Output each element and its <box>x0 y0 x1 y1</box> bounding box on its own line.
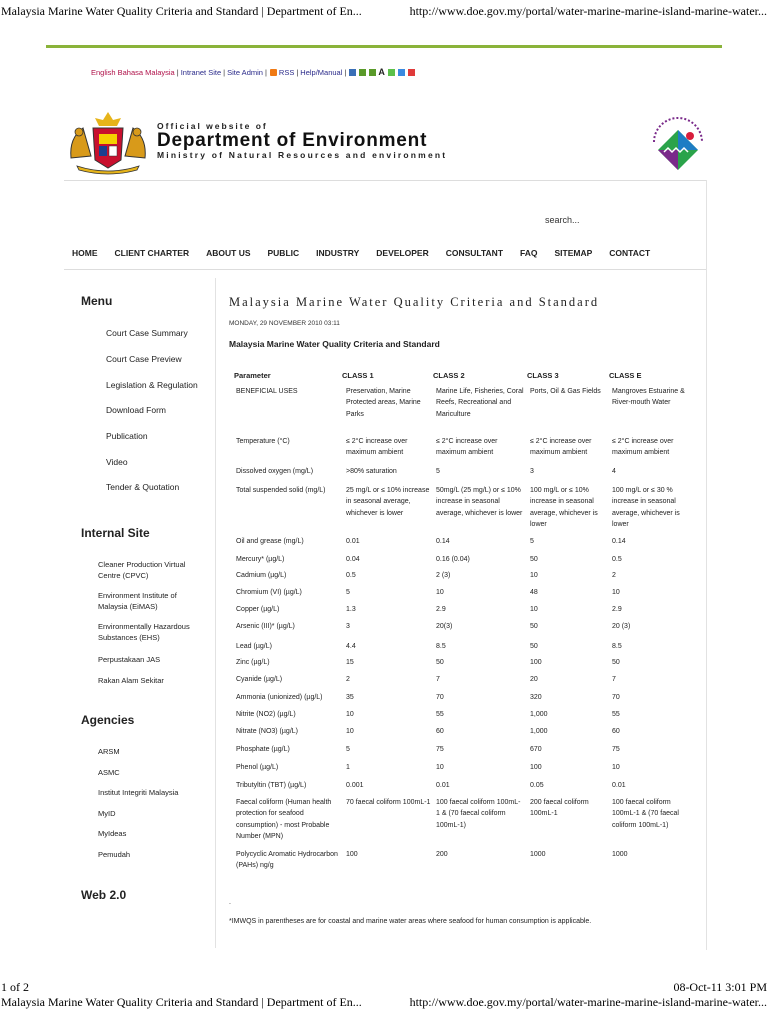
main-nav <box>72 248 667 258</box>
agencies-heading: Agencies <box>81 713 135 727</box>
table-cell-value: 2 <box>346 676 350 683</box>
table-cell-value: Marine Life, Fisheries, Coral Reefs, Recreational and Mariculture <box>436 388 524 418</box>
sidebar-item-perpustakaan[interactable]: Perpustakaan JAS <box>98 655 161 664</box>
table-cell-value: 1.3 <box>346 606 356 613</box>
table-cell-value: 670 <box>530 746 542 753</box>
table-cell-parameter: Total suspended solid (mg/L) <box>236 487 326 494</box>
internal-site-heading: Internal Site <box>81 526 150 540</box>
right-border <box>706 180 707 950</box>
sidebar-item-arsm[interactable]: ARSM <box>98 747 120 756</box>
rss-link[interactable]: RSS <box>278 67 295 77</box>
sidebar-item-rakan-alam[interactable]: Rakan Alam Sekitar <box>98 676 164 685</box>
sidebar-item-publication[interactable]: Publication <box>106 431 148 441</box>
table-cell-value: Mangroves Estuarine & River-mouth Water <box>612 388 685 407</box>
print-header-title: Malaysia Marine Water Quality Criteria and Standard | Department of En... <box>1 4 362 18</box>
table-cell-value: 20 (3) <box>612 623 631 630</box>
department-title: Department of Environment <box>157 130 428 151</box>
table-cell-value: 0.14 <box>436 538 450 545</box>
table-cell-value: ≤ 2°C increase over maximum ambient <box>530 438 592 457</box>
nav-industry[interactable]: INDUSTRY <box>316 248 360 258</box>
table-cell-value: 2 <box>612 572 616 579</box>
table-cell-value: 70 <box>436 694 444 701</box>
table-cell-value: Ports, Oil & Gas Fields <box>530 388 601 395</box>
table-cell-value: 15 <box>346 659 354 666</box>
table-cell-value: 10 <box>436 764 444 771</box>
sidebar-item-cpvc[interactable]: Cleaner Production Virtual Centre (CPVC) <box>98 560 186 580</box>
table-cell-value: 100 <box>346 851 358 858</box>
table-cell-parameter: Mercury* (µg/L) <box>236 556 285 563</box>
table-cell-value: 1,000 <box>530 728 548 735</box>
nav-developer[interactable]: DEVELOPER <box>376 248 429 258</box>
department-title-block <box>157 121 447 160</box>
table-cell-value: ≤ 2°C increase over maximum ambient <box>346 438 408 457</box>
table-cell-value: 0.5 <box>346 572 356 579</box>
table-cell-value: 55 <box>436 711 444 718</box>
sidebar <box>66 278 216 948</box>
sidebar-item-pemudah[interactable]: Pemudah <box>98 850 131 859</box>
article-title: Malaysia Marine Water Quality Criteria and Standard <box>229 295 600 309</box>
table-cell-value: 35 <box>346 694 354 701</box>
table-cell-parameter: Dissolved oxygen (mg/L) <box>236 468 314 475</box>
ministry-label: Ministry of Natural Resources and environment <box>157 150 448 160</box>
table-cell-value: 50 <box>530 623 538 630</box>
nav-contact[interactable]: CONTACT <box>609 248 651 258</box>
table-header-class3: CLASS 3 <box>527 371 559 380</box>
table-cell-value: 100 faecal coliform 100mL-1 & (70 faecal coliform 100mL-1) <box>436 799 521 829</box>
table-cell-value: 100 <box>530 764 542 771</box>
table-cell-value: 0.01 <box>346 538 360 545</box>
article-date: MONDAY, 29 NOVEMBER 2010 03:11 <box>229 320 340 327</box>
table-cell-value: 50 <box>530 556 538 563</box>
table-cell-parameter: Phenol (µg/L) <box>236 764 279 771</box>
rss-icon[interactable] <box>270 69 277 76</box>
table-cell-parameter: Ammonia (unionized) (µg/L) <box>236 694 323 701</box>
font-reset-button[interactable]: A <box>378 67 385 77</box>
table-cell-value: 20(3) <box>436 623 453 630</box>
nav-about-us[interactable]: ABOUT US <box>206 248 251 258</box>
table-cell-value: 5 <box>346 746 350 753</box>
table-cell-value: 70 faecal coliform 100mL-1 <box>346 799 431 806</box>
table-cell-value: 100 <box>530 659 542 666</box>
nav-home[interactable]: HOME <box>72 248 98 258</box>
table-cell-value: >80% saturation <box>346 468 397 475</box>
table-cell-parameter: Nitrate (NO3) (µg/L) <box>236 728 298 735</box>
jabatan-alam-sekitar-logo <box>646 112 710 176</box>
table-cell-value: 320 <box>530 694 542 701</box>
nav-sitemap[interactable]: SITEMAP <box>554 248 593 258</box>
table-cell-value: 8.5 <box>436 643 446 650</box>
table-cell-value: 0.5 <box>612 556 622 563</box>
print-footer-page: 1 of 2 <box>1 980 29 994</box>
table-cell-parameter: Oil and grease (mg/L) <box>236 538 304 545</box>
table-cell-value: 1,000 <box>530 711 548 718</box>
table-header-class2: CLASS 2 <box>433 371 465 380</box>
table-cell-value: 0.01 <box>436 782 450 789</box>
theme-red-icon[interactable] <box>408 69 415 76</box>
print-footer-url: http://www.doe.gov.my/portal/water-marine-marine-island-marine-water... <box>409 995 767 1009</box>
table-header-classe: CLASS E <box>609 371 642 380</box>
table-cell-value: 70 <box>612 694 620 701</box>
table-cell-value: 60 <box>436 728 444 735</box>
table-header-class1: CLASS 1 <box>342 371 374 380</box>
table-cell-parameter: Cyanide (µg/L) <box>236 676 283 683</box>
table-cell-value: 48 <box>530 589 538 596</box>
english-link[interactable]: English <box>91 67 116 77</box>
table-cell-parameter: Chromium (VI) (µg/L) <box>236 589 302 596</box>
table-header-parameter: Parameter <box>234 371 271 380</box>
table-cell-value: 10 <box>346 728 354 735</box>
nav-client-charter[interactable]: CLIENT CHARTER <box>114 248 190 258</box>
table-cell-parameter: Zinc (µg/L) <box>236 659 270 666</box>
table-cell-value: 50 <box>436 659 444 666</box>
table-cell-value: 50 <box>612 659 620 666</box>
table-cell-value: 3 <box>346 623 350 630</box>
table-cell-value: 50mg/L (25 mg/L) or ≤ 10% increase in seasonal average, whichever is lower <box>436 487 523 517</box>
table-cell-value: ≤ 2°C increase over maximum ambient <box>612 438 674 457</box>
sidebar-item-download-form[interactable]: Download Form <box>106 405 166 415</box>
article-footnote: *IMWQS in parentheses are for coastal and marine water areas where seafood for human consumption is applicable. <box>229 918 592 925</box>
print-footer-datetime: 08-Oct-11 3:01 PM <box>673 980 767 994</box>
table-cell-value: 0.14 <box>612 538 626 545</box>
accessibility-icon[interactable] <box>349 69 356 76</box>
sidebar-item-integriti[interactable]: Institut Integriti Malaysia <box>98 788 179 797</box>
table-cell-value: 5 <box>346 589 350 596</box>
table-cell-value: 5 <box>530 538 534 545</box>
nav-faq[interactable]: FAQ <box>520 248 538 258</box>
footnote-marker: . <box>229 899 231 906</box>
table-cell-value: 0.001 <box>346 782 364 789</box>
table-cell-parameter: Cadmium (µg/L) <box>236 572 287 579</box>
table-cell-value: 100 mg/L or ≤ 30 % increase in seasonal average, whichever is lower <box>612 487 680 529</box>
top-divider <box>46 45 722 48</box>
table-cell-value: 20 <box>530 676 538 683</box>
sidebar-item-asmc[interactable]: ASMC <box>98 768 120 777</box>
table-cell-value: 7 <box>436 676 440 683</box>
intranet-link[interactable]: Intranet Site <box>180 67 222 77</box>
print-footer-title: Malaysia Marine Water Quality Criteria and Standard | Department of En... <box>1 995 362 1009</box>
theme-blue-icon[interactable] <box>398 69 405 76</box>
table-cell-value: 2 (3) <box>436 572 451 579</box>
table-cell-parameter: BENEFICIAL USES <box>236 388 298 395</box>
table-cell-value: 1000 <box>530 851 546 858</box>
table-cell-value: 25 mg/L or ≤ 10% increase in seasonal average, whichever is lower <box>346 487 430 517</box>
table-cell-value: 1000 <box>612 851 628 858</box>
table-cell-value: 2.9 <box>436 606 446 613</box>
table-cell-value: 4.4 <box>346 643 356 650</box>
table-cell-value: 75 <box>436 746 444 753</box>
sidebar-item-tender-quotation[interactable]: Tender & Quotation <box>106 482 180 492</box>
table-cell-value: 200 faecal coliform 100mL-1 <box>530 799 589 818</box>
table-cell-value: 10 <box>346 711 354 718</box>
sidebar-item-myideas[interactable]: MyIdeas <box>98 829 127 838</box>
table-cell-parameter: Lead (µg/L) <box>236 643 272 650</box>
article-subtitle: Malaysia Marine Water Quality Criteria and Standard <box>229 339 440 349</box>
table-cell-value: 4 <box>612 468 616 475</box>
nav-consultant[interactable]: CONSULTANT <box>445 248 504 258</box>
site-admin-link[interactable]: Site Admin <box>227 67 263 77</box>
font-increase-icon[interactable] <box>369 69 376 76</box>
table-cell-value: 60 <box>612 728 620 735</box>
table-cell-value: ≤ 2°C increase over maximum ambient <box>436 438 498 457</box>
table-cell-value: 100 faecal coliform 100mL-1 & (70 faecal coliform 100mL-1) <box>612 799 679 829</box>
table-cell-value: 0.05 <box>530 782 544 789</box>
table-cell-parameter: Temperature (°C) <box>236 438 290 445</box>
table-cell-value: 5 <box>436 468 440 475</box>
sidebar-item-myid[interactable]: MyID <box>98 809 116 818</box>
table-cell-value: 55 <box>612 711 620 718</box>
table-cell-value: 3 <box>530 468 534 475</box>
table-cell-value: 8.5 <box>612 643 622 650</box>
table-cell-parameter: Tributyltin (TBT) (µg/L) <box>236 782 307 789</box>
table-cell-parameter: Nitrite (NO2) (µg/L) <box>236 711 296 718</box>
table-cell-parameter: Faecal coliform (Human health protection for seafood consumption) - most Probable Number (MPN) <box>236 799 332 841</box>
table-cell-value: 200 <box>436 851 448 858</box>
table-cell-value: 10 <box>612 764 620 771</box>
table-cell-parameter: Copper (µg/L) <box>236 606 280 613</box>
malaysia-crest-logo <box>63 108 153 176</box>
table-cell-parameter: Phosphate (µg/L) <box>236 746 290 753</box>
sidebar-item-court-case-summary[interactable]: Court Case Summary <box>106 328 188 338</box>
table-cell-value: 10 <box>436 589 444 596</box>
table-cell-value: 10 <box>530 606 538 613</box>
theme-green-icon[interactable] <box>388 69 395 76</box>
sidebar-item-ehs[interactable]: Environmentally Hazardous Substances (EHS) <box>98 622 190 642</box>
table-cell-value: 50 <box>530 643 538 650</box>
table-cell-value: 75 <box>612 746 620 753</box>
sidebar-item-court-case-preview[interactable]: Court Case Preview <box>106 354 182 364</box>
print-header-url: http://www.doe.gov.my/portal/water-marine-marine-island-marine-water... <box>409 4 767 18</box>
table-cell-value: 0.01 <box>612 782 626 789</box>
table-cell-value: 10 <box>612 589 620 596</box>
table-cell-value: 7 <box>612 676 616 683</box>
sidebar-item-eimas[interactable]: Environment Institute of Malaysia (EiMAS) <box>98 591 177 611</box>
table-cell-value: Preservation, Marine Protected areas, Marine Parks <box>346 388 421 418</box>
table-cell-value: 0.16 (0.04) <box>436 556 470 563</box>
web20-heading: Web 2.0 <box>81 888 127 902</box>
sidebar-item-legislation[interactable]: Legislation & Regulation <box>106 380 198 390</box>
table-cell-value: 0.04 <box>346 556 360 563</box>
official-website-label: Official website of <box>157 121 268 131</box>
utility-bar: English Bahasa Malaysia | Intranet Site | Site Admin | RSS | Help/Manual | A <box>91 67 415 77</box>
sidebar-item-video[interactable]: Video <box>106 457 128 467</box>
help-link[interactable]: Help/Manual <box>300 67 343 77</box>
table-cell-parameter: Polycyclic Aromatic Hydrocarbon (PAHs) ng/g <box>236 851 338 870</box>
font-decrease-icon[interactable] <box>359 69 366 76</box>
search-input[interactable]: search... <box>545 215 580 225</box>
table-cell-parameter: Arsenic (III)* (µg/L) <box>236 623 295 630</box>
malay-link[interactable]: Bahasa Malaysia <box>117 67 175 77</box>
table-cell-value: 2.9 <box>612 606 622 613</box>
nav-public[interactable]: PUBLIC <box>267 248 300 258</box>
table-cell-value: 1 <box>346 764 350 771</box>
table-cell-value: 10 <box>530 572 538 579</box>
menu-heading: Menu <box>81 294 113 308</box>
table-cell-value: 100 mg/L or ≤ 10% increase in seasonal average, whichever is lower <box>530 487 598 529</box>
